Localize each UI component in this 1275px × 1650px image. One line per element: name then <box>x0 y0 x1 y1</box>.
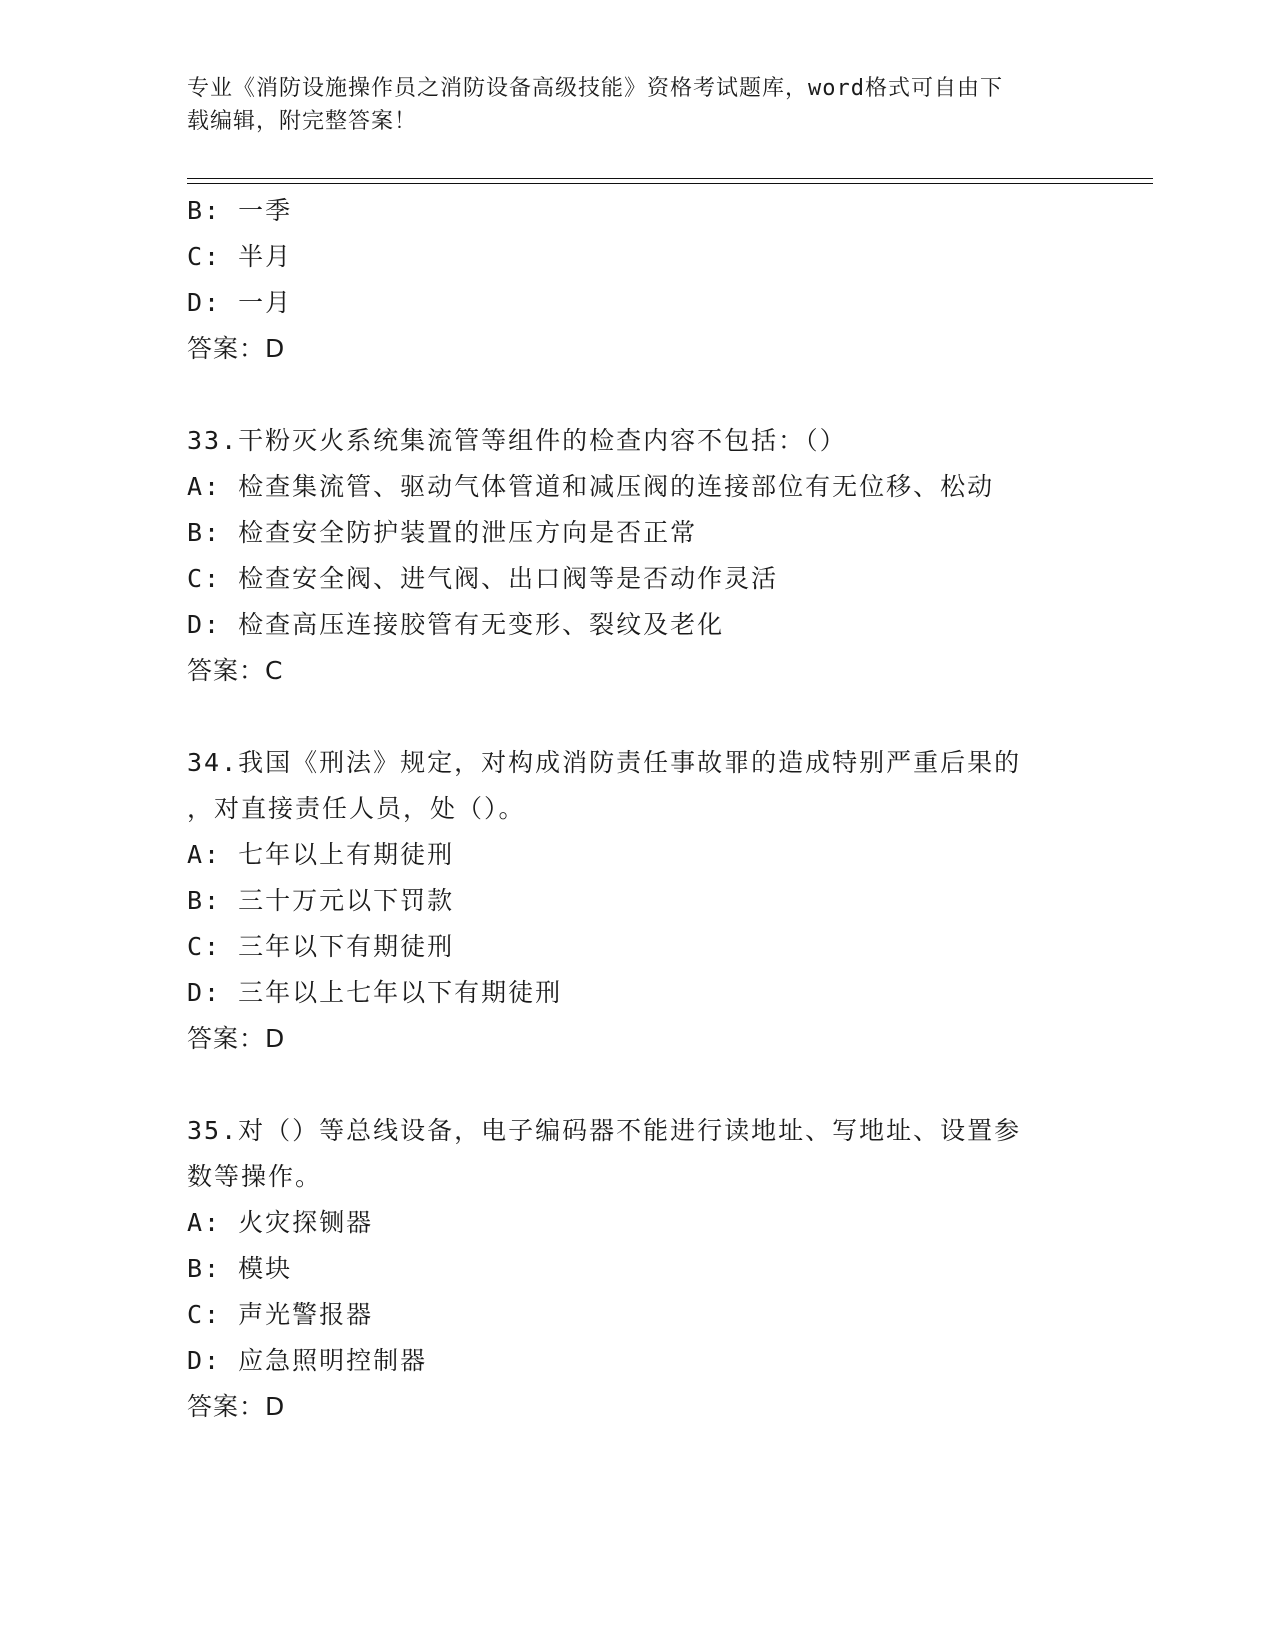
option-key: A: <box>187 472 222 501</box>
option-row <box>187 832 1147 878</box>
option-key: D: <box>187 288 222 317</box>
option-key: C: <box>187 1300 222 1329</box>
option-key: D: <box>187 610 222 639</box>
option-text: 检查高压连接胶管有无变形、裂纹及老化 <box>238 610 725 639</box>
option-key: C: <box>187 242 222 271</box>
option-row <box>187 510 1147 556</box>
option-key: B: <box>187 886 222 915</box>
header-divider-top <box>187 178 1153 179</box>
option-text: 一月 <box>238 288 293 317</box>
option-row <box>187 924 1147 970</box>
option-key: D: <box>187 978 222 1007</box>
question-block-partial <box>187 188 1147 372</box>
option-row <box>187 464 1147 510</box>
option-row <box>187 1246 1147 1292</box>
option-row <box>187 280 1147 326</box>
option-key: B: <box>187 1254 222 1283</box>
header-line-1: 专业《消防设施操作员之消防设备高级技能》资格考试题库，word格式可自由下 <box>187 76 1003 101</box>
question-title: 34.我国《刑法》规定，对构成消防责任事故罪的造成特别严重后果的 <box>187 748 1022 777</box>
answer-line: 答案：D <box>187 1024 286 1053</box>
option-key: B: <box>187 518 222 547</box>
option-row <box>187 602 1147 648</box>
option-row <box>187 234 1147 280</box>
answer-line: 答案：D <box>187 334 286 363</box>
option-text: 检查安全阀、进气阀、出口阀等是否动作灵活 <box>238 564 779 593</box>
option-key: B: <box>187 196 222 225</box>
spacer <box>187 1062 1147 1108</box>
option-row <box>187 556 1147 602</box>
option-text: 半月 <box>238 242 293 271</box>
option-text: 一季 <box>238 196 293 225</box>
option-text: 模块 <box>238 1254 293 1283</box>
question-title: 35.对（）等总线设备，电子编码器不能进行读地址、写地址、设置参 <box>187 1116 1022 1145</box>
document-header <box>187 72 1087 138</box>
question-block-34 <box>187 740 1147 1062</box>
option-key: A: <box>187 840 222 869</box>
option-row <box>187 188 1147 234</box>
option-text: 三年以上七年以下有期徒刑 <box>238 978 563 1007</box>
question-block-33 <box>187 418 1147 694</box>
option-key: D: <box>187 1346 222 1375</box>
option-key: C: <box>187 564 222 593</box>
option-text: 火灾探铡器 <box>238 1208 374 1237</box>
option-text: 声光警报器 <box>238 1300 374 1329</box>
question-block-35 <box>187 1108 1147 1430</box>
option-row <box>187 1338 1147 1384</box>
question-title-continued: ，对直接责任人员，处（）。 <box>187 794 526 823</box>
option-key: A: <box>187 1208 222 1237</box>
header-divider-bottom <box>187 183 1153 184</box>
spacer <box>187 694 1147 740</box>
option-text: 检查集流管、驱动气体管道和减压阀的连接部位有无位移、松动 <box>238 472 995 501</box>
option-key: C: <box>187 932 222 961</box>
option-row <box>187 1292 1147 1338</box>
option-text: 检查安全防护装置的泄压方向是否正常 <box>238 518 698 547</box>
option-text: 七年以上有期徒刑 <box>238 840 455 869</box>
question-list <box>187 188 1147 1430</box>
option-row <box>187 970 1147 1016</box>
question-title: 33.干粉灭火系统集流管等组件的检查内容不包括：（） <box>187 426 847 455</box>
option-text: 三十万元以下罚款 <box>238 886 455 915</box>
header-line-2: 载编辑，附完整答案！ <box>187 109 418 134</box>
question-title-continued: 数等操作。 <box>187 1162 323 1191</box>
option-text: 应急照明控制器 <box>238 1346 428 1375</box>
answer-line: 答案：D <box>187 1392 286 1421</box>
answer-line: 答案：C <box>187 656 284 685</box>
option-text: 三年以下有期徒刑 <box>238 932 455 961</box>
spacer <box>187 372 1147 418</box>
option-row <box>187 1200 1147 1246</box>
option-row <box>187 878 1147 924</box>
